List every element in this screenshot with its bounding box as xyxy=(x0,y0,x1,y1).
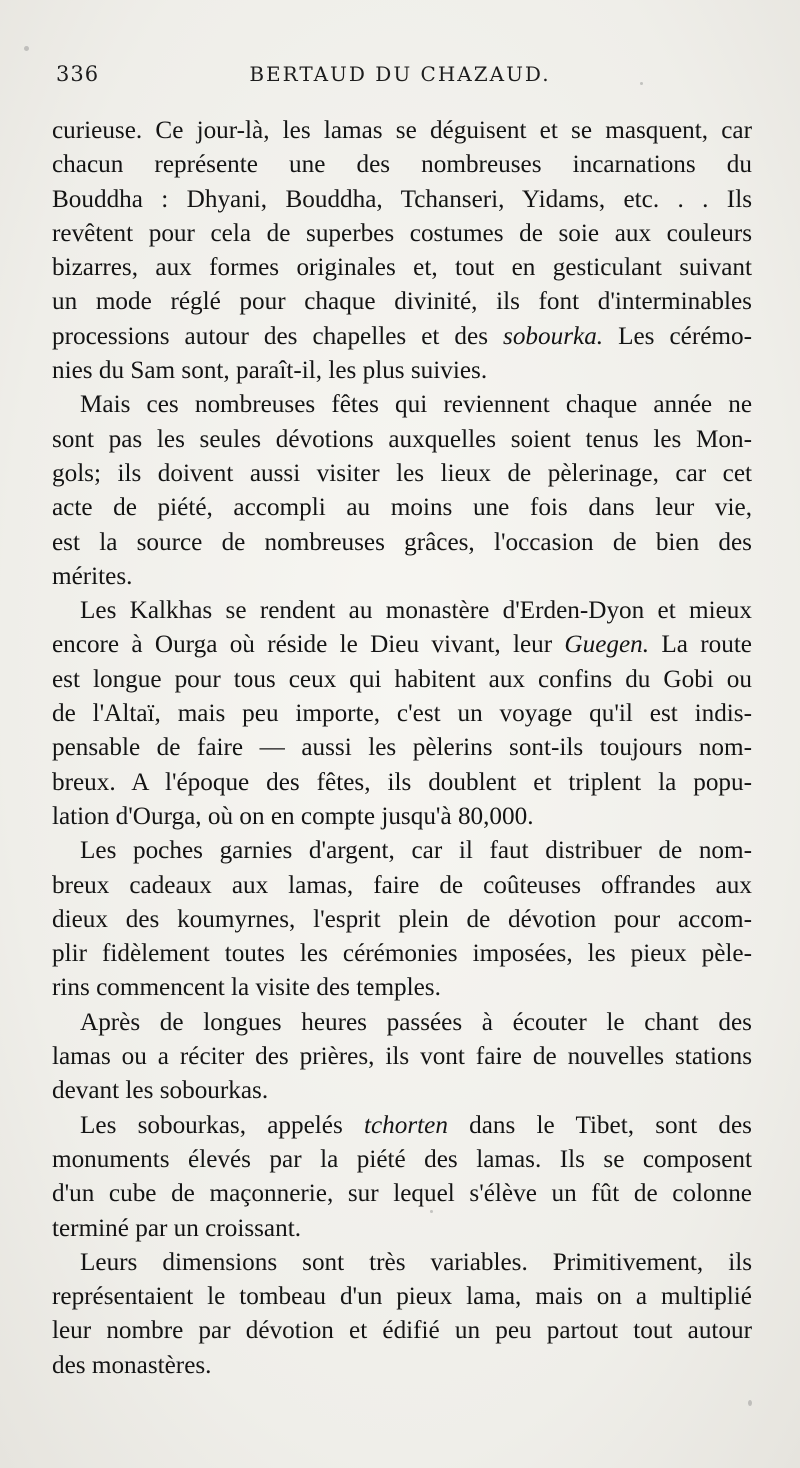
text-line: représentaient le tombeau d'un pieux lama, mais on a multiplié xyxy=(52,1283,752,1311)
text-line: de l'Altaï, mais peu importe, c'est un voyage qu'il est indis- xyxy=(52,700,752,728)
text-line: est longue pour tous ceux qui habitent aux confins du Gobi ou xyxy=(52,665,752,693)
text-line: sont pas les seules dévotions auxquelles soient tenus les Mon- xyxy=(52,425,752,453)
paragraph xyxy=(52,114,752,388)
text-line xyxy=(52,1109,752,1143)
text-line: terminé par un croissant. xyxy=(52,1214,301,1242)
text-run: dans le Tibet, sont des xyxy=(447,1111,752,1139)
body-text xyxy=(52,114,752,1383)
text-run: Les sobourkas, appelés xyxy=(80,1111,364,1139)
text-line: Les poches garnies d'argent, car il faut distribuer de nom- xyxy=(80,837,752,865)
text-line: lation d'Ourga, où on en compte jusqu'à 80,000. xyxy=(52,802,534,830)
text-line: devant les sobourkas. xyxy=(52,1077,269,1105)
text-run: Les cérémo- xyxy=(603,322,752,350)
running-head: BERTAUD DU CHAZAUD. xyxy=(249,62,551,86)
text-line: un mode réglé pour chaque divinité, ils font d'interminables xyxy=(52,288,752,316)
text-line: curieuse. Ce jour-là, les lamas se déguisent et se masquent, car xyxy=(52,117,752,144)
paragraph xyxy=(52,1246,752,1383)
text-line: monuments élevés par la piété des lamas. Ils se composent xyxy=(52,1145,752,1173)
text-line: acte de piété, accompli au moins une fois dans leur vie, xyxy=(52,494,752,522)
text-line: Les Kalkhas se rendent au monastère d'Erden-Dyon et mieux xyxy=(80,597,752,625)
text-line: plir fidèlement toutes les cérémonies imposées, les pieux pèle- xyxy=(52,940,752,968)
text-line: breux cadeaux aux lamas, faire de coûteuses offrandes aux xyxy=(52,871,752,899)
page-header xyxy=(56,62,744,92)
paragraph xyxy=(52,388,752,594)
text-line: est la source de nombreuses grâces, l'occasion de bien des xyxy=(52,528,752,556)
text-run: La route xyxy=(649,631,752,659)
page-number: 336 xyxy=(56,62,100,86)
text-line: bizarres, aux formes originales et, tout en gesticulant suivant xyxy=(52,254,752,282)
text-line: Leurs dimensions sont très variables. Primitivement, ils xyxy=(80,1248,752,1276)
text-run: processions autour des chapelles et des xyxy=(52,322,504,350)
print-speck xyxy=(640,82,643,85)
text-line: mérites. xyxy=(52,562,133,590)
text-line: lamas ou a réciter des prières, ils vont faire de nouvelles stations xyxy=(52,1043,752,1071)
text-line: Mais ces nombreuses fêtes qui reviennent chaque année ne xyxy=(80,391,752,419)
print-speck xyxy=(430,1210,433,1213)
text-line: Après de longues heures passées à écouter le chant des xyxy=(80,1008,752,1036)
paragraph xyxy=(52,594,752,834)
text-line: nies du Sam sont, paraît-il, les plus suivies. xyxy=(52,357,488,385)
text-line: chacun représente une des nombreuses incarnations du xyxy=(52,151,752,179)
text-line: d'un cube de maçonnerie, sur lequel s'élève un fût de colonne xyxy=(52,1180,752,1208)
print-speck xyxy=(748,1400,752,1406)
text-line: pensable de faire — aussi les pèlerins sont-ils toujours nom- xyxy=(52,734,752,762)
paragraph xyxy=(52,1109,752,1246)
text-line: des monastères. xyxy=(52,1351,212,1379)
text-line xyxy=(52,320,752,354)
text-line xyxy=(52,628,752,662)
text-line: Bouddha : Dhyani, Bouddha, Tchanseri, Yidams, etc. . . Ils xyxy=(52,185,752,213)
italic-term: Guegen. xyxy=(564,631,650,659)
text-line: rins commencent la visite des temples. xyxy=(52,974,441,1002)
text-line: dieux des koumyrnes, l'esprit plein de dévotion pour accom- xyxy=(52,905,752,933)
paragraph xyxy=(52,834,752,1005)
text-run: encore à Ourga où réside le Dieu vivant, leur xyxy=(52,631,565,659)
italic-term: sobourka. xyxy=(503,322,604,350)
text-line: revêtent pour cela de superbes costumes de soie aux couleurs xyxy=(52,219,752,247)
paragraph xyxy=(52,1006,752,1109)
print-speck xyxy=(24,46,29,51)
text-line: breux. A l'époque des fêtes, ils doublent et triplent la popu- xyxy=(52,768,752,796)
text-line: leur nombre par dévotion et édifié un peu partout tout autour xyxy=(52,1317,752,1345)
italic-term: tchorten xyxy=(363,1111,448,1139)
text-line: gols; ils doivent aussi visiter les lieux de pèlerinage, car cet xyxy=(52,459,752,487)
